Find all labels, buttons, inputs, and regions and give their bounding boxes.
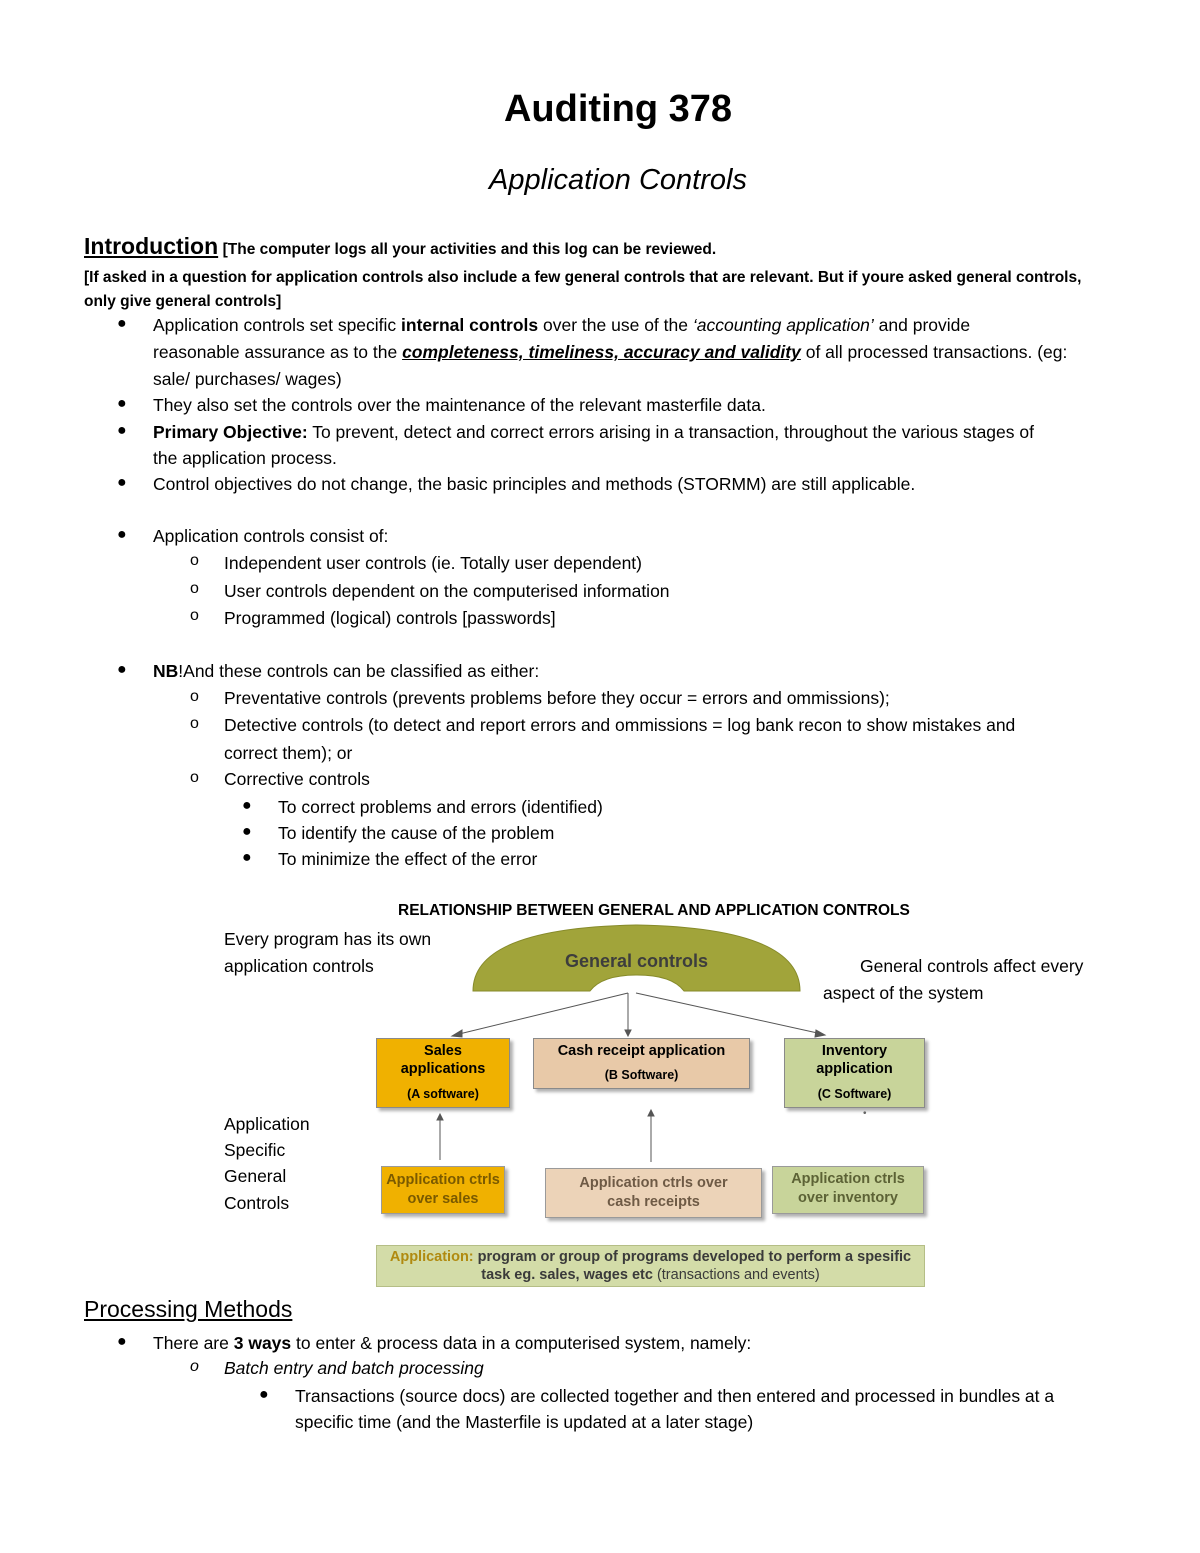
- intro-bullet-1-line-2: reasonable assurance as to the completeness, timeliness, accuracy and validity of all processed transactions. (eg:: [153, 342, 1068, 362]
- side-label-3: General: [224, 1166, 287, 1186]
- arrowhead-icon: [648, 1110, 654, 1116]
- arrowhead-icon: [437, 1114, 443, 1120]
- arrowhead-icon: [815, 1030, 825, 1037]
- side-label-2: Specific: [224, 1140, 286, 1160]
- general-controls-label: General controls: [564, 951, 709, 971]
- corrective-item-1: To correct problems and errors (identified): [278, 797, 603, 817]
- side-label-1: Application: [224, 1114, 310, 1134]
- processing-sub-1: Batch entry and batch processing: [224, 1358, 484, 1378]
- page-subtitle: Application Controls: [489, 164, 747, 196]
- cash-app-line-1: Cash receipt application: [557, 1043, 726, 1059]
- sales-application-box: [376, 1038, 510, 1108]
- inventory-app-line-1: Inventory: [821, 1043, 888, 1059]
- corrective-item-2: To identify the cause of the problem: [278, 823, 555, 843]
- intro-bullet-1-line-3: sale/ purchases/ wages): [153, 369, 342, 389]
- arrowhead-icon: [452, 1030, 462, 1037]
- bullet-icon: ●: [117, 661, 127, 678]
- inventory-ctrls-line-1: Application ctrls: [791, 1171, 905, 1187]
- classify-item-1: Preventative controls (prevents problems before they occur = errors and ommissions);: [224, 688, 890, 708]
- bullet-icon: ●: [117, 474, 127, 491]
- intro-bullet-5: Application controls consist of:: [153, 526, 389, 546]
- intro-bullet-4: Control objectives do not change, the basic principles and methods (STORMM) are still applicable.: [153, 474, 916, 494]
- circle-bullet-icon: o: [190, 688, 199, 705]
- processing-methods-heading: Processing Methods: [84, 1296, 293, 1322]
- sales-ctrls-line-2: over sales: [407, 1191, 479, 1207]
- circle-bullet-icon: o: [190, 607, 199, 624]
- arrowhead-icon: [625, 1030, 631, 1036]
- diagram-title: RELATIONSHIP BETWEEN GENERAL AND APPLICATION CONTROLS: [398, 902, 910, 919]
- arrow-to-sales: [455, 993, 628, 1035]
- bullet-icon: ●: [117, 315, 127, 332]
- classify-item-2-line-1: Detective controls (to detect and report errors and ommissions = log bank recon to show mistakes and: [224, 715, 1016, 735]
- intro-note-1: [The computer logs all your activities and this log can be reviewed.: [222, 241, 717, 258]
- cash-ctrls-line-1: Application ctrls over: [579, 1175, 728, 1191]
- page-title: Auditing 378: [503, 88, 733, 130]
- sales-ctrls-line-1: Application ctrls: [386, 1172, 500, 1188]
- definition-line-1: Application: program or group of programs developed to perform a spesific: [389, 1249, 912, 1265]
- bullet-icon: ●: [242, 797, 252, 814]
- sales-app-line-1: Sales: [424, 1043, 462, 1059]
- arrow-to-inventory: [636, 993, 822, 1034]
- cash-ctrls-box: [545, 1168, 762, 1218]
- bullet-icon: ●: [242, 849, 252, 866]
- sales-ctrls-box: [381, 1166, 505, 1214]
- circle-bullet-icon: o: [190, 552, 199, 569]
- bullet-icon: ●: [242, 823, 252, 840]
- dot-mark: •: [863, 1108, 867, 1119]
- intro-bullet-3-line-1: Primary Objective: To prevent, detect and correct errors arising in a transaction, throughout the various stages of: [153, 422, 1034, 442]
- bullet-icon: ●: [117, 422, 127, 439]
- sales-app-line-2: applications: [400, 1061, 486, 1077]
- inventory-app-line-2: application: [816, 1061, 893, 1077]
- consist-item-2: User controls dependent on the computerised information: [224, 581, 670, 601]
- bullet-icon: ●: [117, 526, 127, 543]
- bullet-icon: ●: [117, 1333, 127, 1350]
- intro-bullet-1-line-1: Application controls set specific internal controls over the use of the ‘accounting application’ and provide: [153, 315, 971, 335]
- processing-sub-1-item-line-2: specific time (and the Masterfile is updated at a later stage): [295, 1412, 754, 1432]
- circle-bullet-icon: o: [190, 1358, 199, 1375]
- sales-app-line-3: (A software): [407, 1087, 479, 1101]
- cash-app-line-3: (B Software): [604, 1068, 679, 1082]
- intro-bullet-3-line-2: the application process.: [153, 448, 337, 468]
- intro-heading: Introduction: [84, 233, 219, 259]
- processing-sub-1-item-line-1: Transactions (source docs) are collected together and then entered and processed in bundles at a: [295, 1386, 1055, 1406]
- corrective-item-3: To minimize the effect of the error: [278, 849, 538, 869]
- cash-ctrls-line-2: cash receipts: [607, 1194, 700, 1210]
- intro-bullet-6: NB!And these controls can be classified as either:: [153, 661, 540, 681]
- processing-bullet-1: There are 3 ways to enter & process data in a computerised system, namely:: [153, 1333, 752, 1353]
- diagram-right-note-1: General controls affect every: [860, 956, 1084, 976]
- inventory-ctrls-box: [772, 1166, 924, 1214]
- side-label-4: Controls: [224, 1193, 290, 1213]
- consist-item-3: Programmed (logical) controls [passwords]: [224, 608, 556, 628]
- intro-bullet-2: They also set the controls over the maintenance of the relevant masterfile data.: [153, 395, 766, 415]
- circle-bullet-icon: o: [190, 715, 199, 732]
- intro-note-3: only give general controls]: [84, 293, 282, 310]
- circle-bullet-icon: o: [190, 769, 199, 786]
- bullet-icon: ●: [259, 1386, 269, 1403]
- cash-receipt-application-box: [533, 1038, 750, 1089]
- inventory-ctrls-line-2: over inventory: [798, 1190, 898, 1206]
- consist-item-1: Independent user controls (ie. Totally user dependent): [224, 553, 643, 573]
- inventory-app-line-3: (C Software): [817, 1087, 892, 1101]
- intro-note-2: [If asked in a question for application controls also include a few general controls that are relevant. But if youre asked general controls,: [84, 269, 1082, 286]
- circle-bullet-icon: o: [190, 580, 199, 597]
- inventory-application-box: [784, 1038, 925, 1108]
- classify-item-2-line-2: correct them); or: [224, 743, 353, 763]
- diagram-left-note-2: application controls: [224, 956, 374, 976]
- bullet-icon: ●: [117, 395, 127, 412]
- application-definition-box: [376, 1245, 925, 1287]
- classify-item-3: Corrective controls: [224, 769, 370, 789]
- diagram-left-note-1: Every program has its own: [224, 929, 432, 949]
- definition-line-2: task eg. sales, wages etc (transactions and events): [481, 1267, 820, 1283]
- diagram-right-note-2: aspect of the system: [823, 983, 984, 1003]
